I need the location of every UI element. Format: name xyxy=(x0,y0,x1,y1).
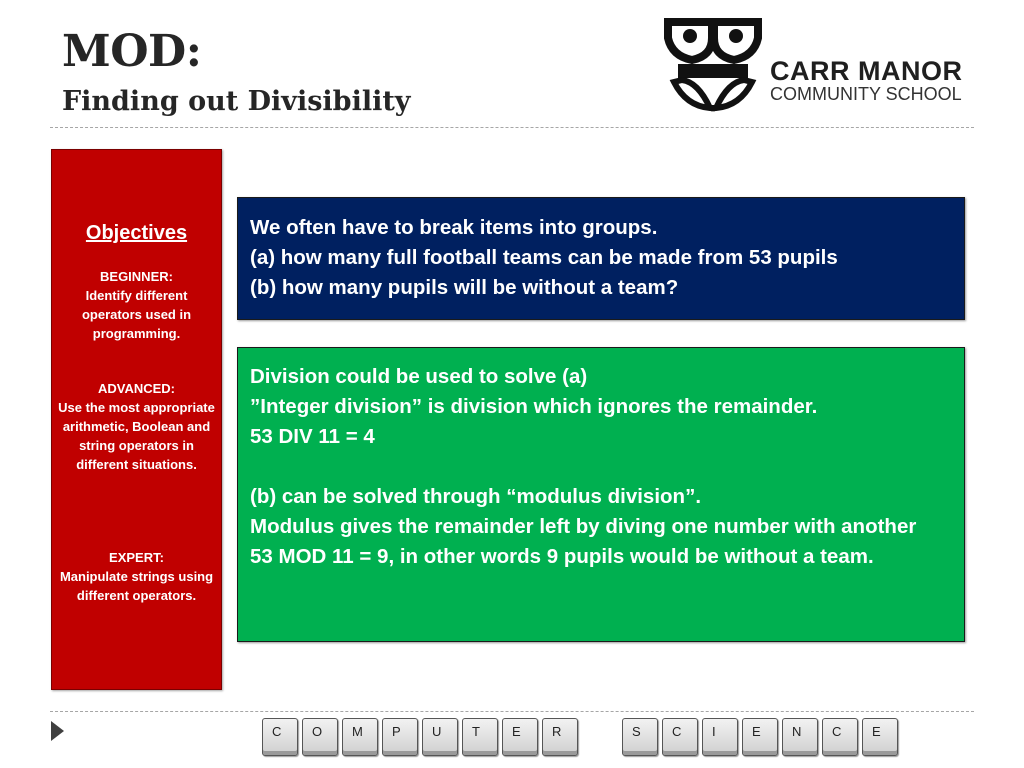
objective-level-text: Use the most appropriate arithmetic, Boolean and string operators in different situations. xyxy=(58,400,215,472)
answer-line: Division could be used to solve (a) xyxy=(250,365,588,388)
objective-level-text: Manipulate strings using different operators. xyxy=(59,569,214,603)
header-divider xyxy=(50,127,974,128)
objective-level-name: BEGINNER: xyxy=(100,269,173,284)
bullet-arrow-icon xyxy=(51,721,64,741)
keyboard-key: C xyxy=(822,718,858,756)
objectives-heading: Objectives xyxy=(85,222,188,244)
page-subtitle: Finding out Divisibility xyxy=(62,86,411,117)
keyboard-key: S xyxy=(622,718,658,756)
question-line: (b) how many pupils will be without a team? xyxy=(250,276,679,299)
logo-school-type: COMMUNITY SCHOOL xyxy=(770,84,962,104)
objectives-panel xyxy=(51,149,222,690)
keyboard-key: P xyxy=(382,718,418,756)
footer-keys-computer xyxy=(262,718,578,758)
answer-line: (b) can be solved through “modulus division”. xyxy=(250,485,702,508)
objective-advanced xyxy=(58,379,215,474)
objective-level-text: Identify different operators used in programming. xyxy=(81,288,192,341)
keyboard-key: I xyxy=(702,718,738,756)
question-box xyxy=(237,197,965,320)
answer-line: 53 MOD 11 = 9, in other words 9 pupils would be without a team. xyxy=(250,545,874,568)
objective-level-name: EXPERT: xyxy=(109,550,164,565)
keyboard-key: N xyxy=(782,718,818,756)
keyboard-key: C xyxy=(662,718,698,756)
footer-keys-science xyxy=(622,718,898,758)
objective-expert xyxy=(58,548,215,605)
answer-box xyxy=(237,347,965,642)
question-line: We often have to break items into groups. xyxy=(250,216,658,239)
keyboard-key: M xyxy=(342,718,378,756)
keyboard-key: R xyxy=(542,718,578,756)
keyboard-key: U xyxy=(422,718,458,756)
owl-logo-icon xyxy=(662,16,764,116)
school-logo xyxy=(662,16,972,116)
objective-level-name: ADVANCED: xyxy=(97,381,176,396)
answer-line: 53 DIV 11 = 4 xyxy=(250,425,375,448)
keyboard-key: T xyxy=(462,718,498,756)
page-title: MOD: xyxy=(62,26,202,77)
footer-divider xyxy=(50,711,974,712)
objective-beginner xyxy=(58,267,215,343)
keyboard-key: E xyxy=(862,718,898,756)
answer-line: ”Integer division” is division which ignores the remainder. xyxy=(250,395,818,418)
keyboard-key: E xyxy=(742,718,778,756)
keyboard-key: E xyxy=(502,718,538,756)
answer-line: Modulus gives the remainder left by diving one number with another xyxy=(250,515,917,538)
logo-school-name: CARR MANOR xyxy=(770,56,963,86)
keyboard-key: O xyxy=(302,718,338,756)
question-line: (a) how many full football teams can be made from 53 pupils xyxy=(250,246,838,269)
keyboard-key: C xyxy=(262,718,298,756)
